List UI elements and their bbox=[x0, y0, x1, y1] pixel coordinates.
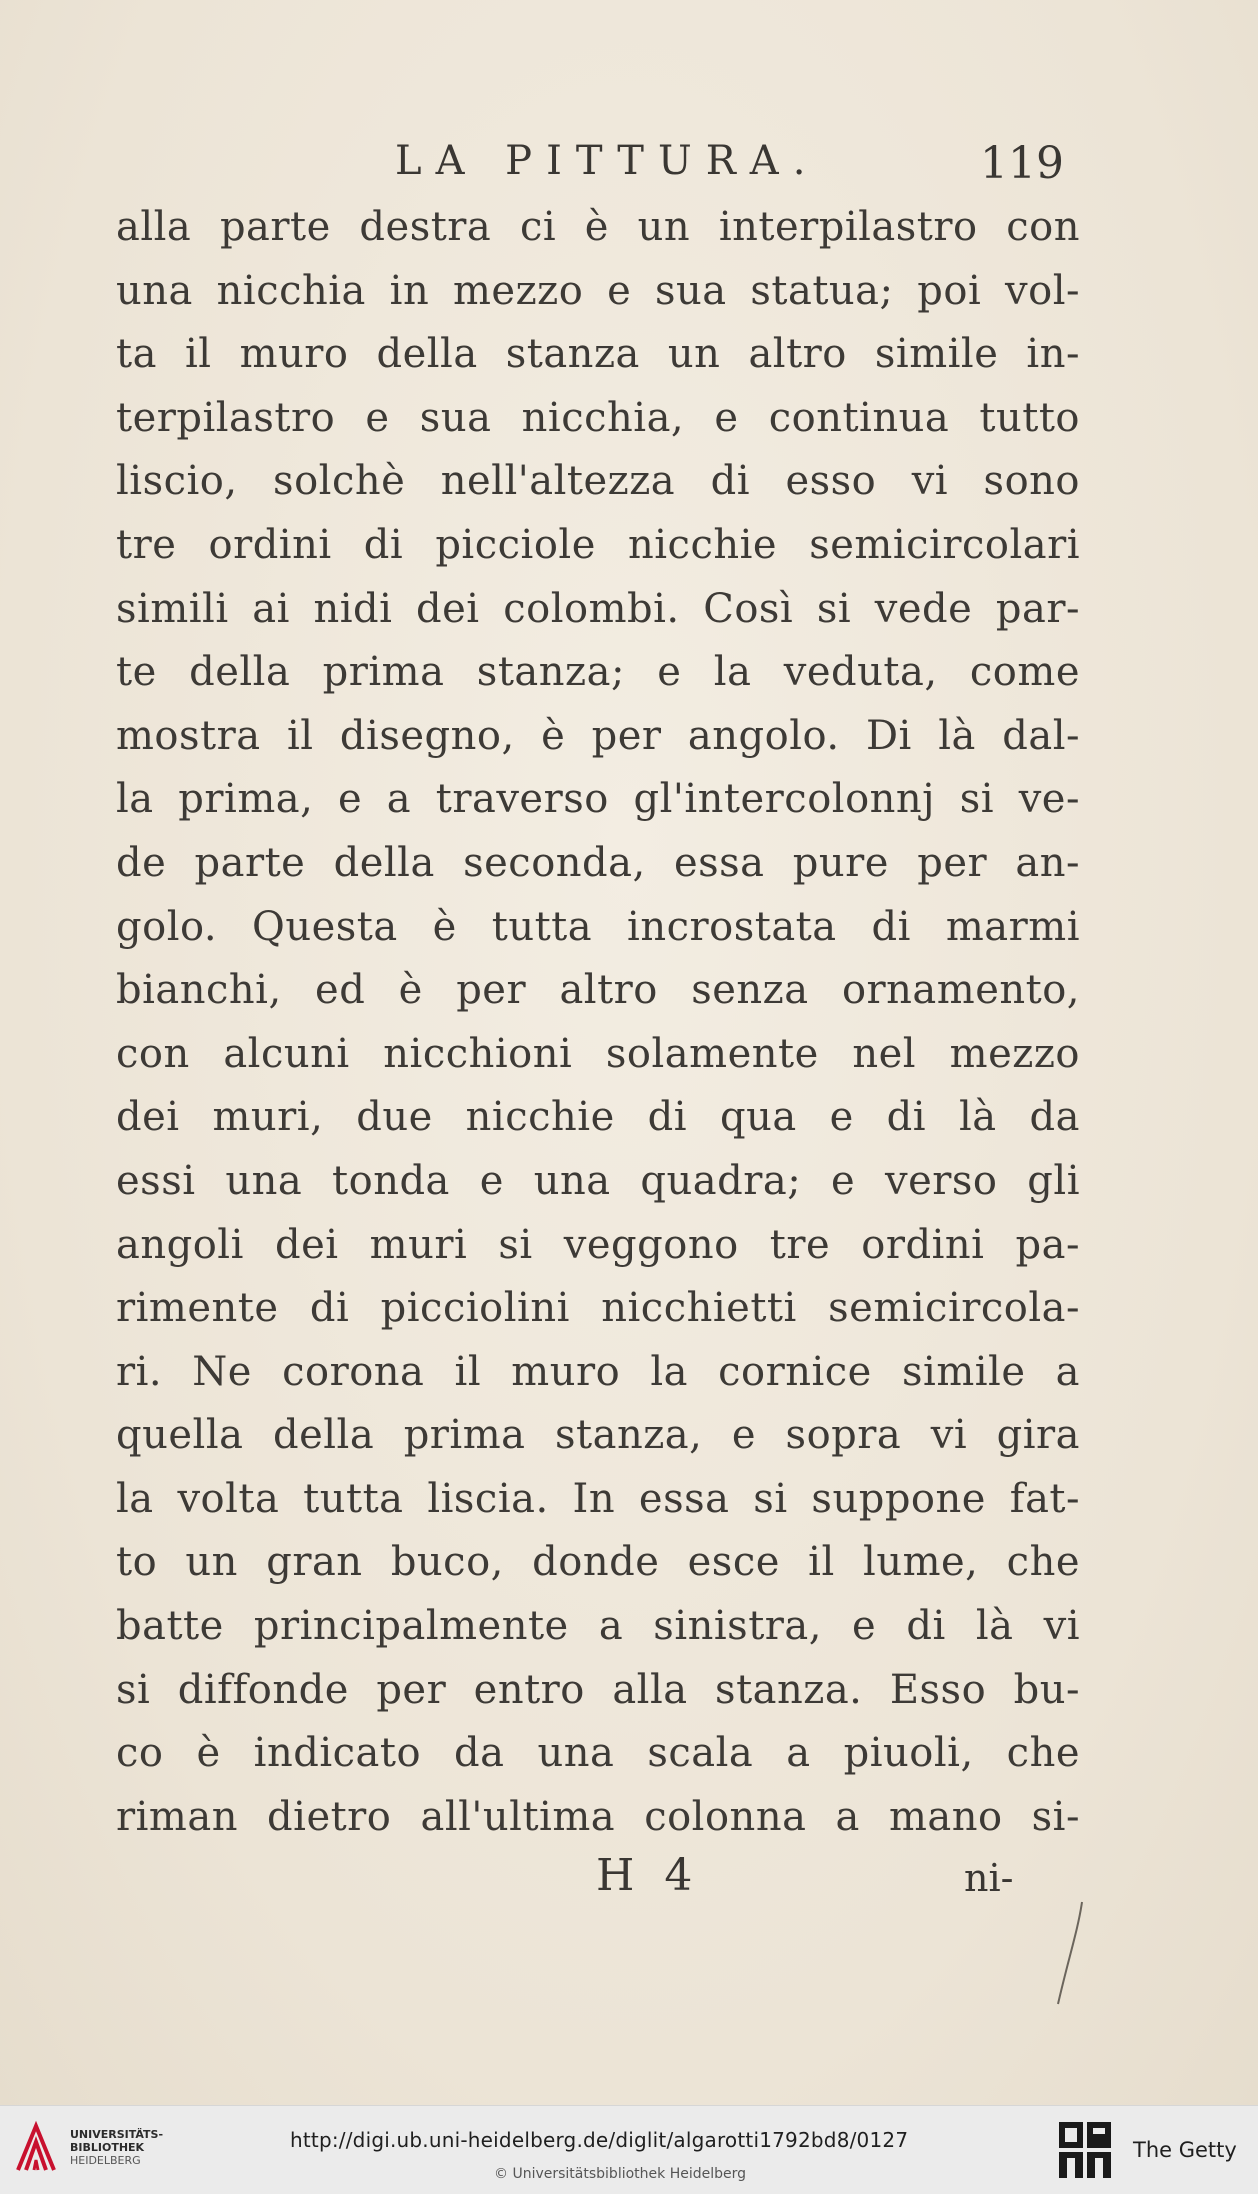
text-line: bianchi, ed è per altro senza ornamento, bbox=[116, 967, 1080, 1014]
text-line: golo. Questa è tutta incrostata di marmi bbox=[116, 903, 1080, 950]
text-line: batte principalmente a sinistra, e di là vi bbox=[116, 1603, 1080, 1650]
text-line: ta il muro della stanza un altro simile in- bbox=[116, 331, 1080, 378]
text-line: terpilastro e sua nicchia, e continua tutto bbox=[116, 394, 1080, 441]
text-line: to un gran buco, donde esce il lume, che bbox=[116, 1539, 1080, 1586]
text-line: la volta tutta liscia. In essa si suppone fat- bbox=[116, 1475, 1080, 1522]
text-line: una nicchia in mezzo e sua statua; poi vol- bbox=[116, 267, 1080, 314]
copyright-notice: © Universitätsbibliothek Heidelberg bbox=[494, 2166, 747, 2182]
page-number: 119 bbox=[980, 138, 1064, 189]
text-line: rimente di picciolini nicchietti semicircola- bbox=[116, 1285, 1080, 1332]
text-line: angoli dei muri si veggono tre ordini pa- bbox=[116, 1221, 1080, 1268]
text-line: tre ordini di picciole nicchie semicircolari bbox=[116, 521, 1080, 568]
running-head-title: LA PITTURA. bbox=[395, 138, 820, 184]
getty-logo-icon[interactable] bbox=[1057, 2120, 1113, 2180]
running-head bbox=[0, 138, 1258, 198]
text-line: essi una tonda e una quadra; e verso gli bbox=[116, 1157, 1080, 1204]
body-text bbox=[116, 196, 1080, 1849]
text-line: liscio, solchè nell'altezza di esso vi sono bbox=[116, 458, 1080, 505]
text-line: si diffonde per entro alla stanza. Esso bu- bbox=[116, 1666, 1080, 1713]
text-line: con alcuni nicchioni solamente nel mezzo bbox=[116, 1030, 1080, 1077]
viewer-footer bbox=[0, 2105, 1258, 2194]
library-name bbox=[70, 2128, 163, 2167]
partner-name: The Getty bbox=[1133, 2138, 1237, 2162]
heidelberg-ub-logo-icon[interactable] bbox=[12, 2120, 60, 2176]
library-name-line: UNIVERSITÄTS- bbox=[70, 2128, 164, 2141]
text-line: te della prima stanza; e la veduta, come bbox=[116, 649, 1080, 696]
catchword: ni- bbox=[964, 1856, 1014, 1900]
library-name-line: HEIDELBERG bbox=[70, 2154, 141, 2167]
text-line: de parte della seconda, essa pure per an- bbox=[116, 839, 1080, 886]
text-line: co è indicato da una scala a piuoli, che bbox=[116, 1730, 1080, 1777]
library-name-line: BIBLIOTHEK bbox=[70, 2141, 145, 2154]
text-line: alla parte destra ci è un interpilastro con bbox=[116, 204, 1080, 250]
signature-mark: H 4 bbox=[596, 1850, 701, 1901]
text-line: mostra il disegno, è per angolo. Di là dal- bbox=[116, 712, 1080, 759]
text-line: ri. Ne corona il muro la cornice simile a bbox=[116, 1348, 1080, 1395]
text-line: simili ai nidi dei colombi. Così si vede par- bbox=[116, 585, 1080, 632]
text-line: riman dietro all'ultima colonna a mano si- bbox=[116, 1793, 1080, 1840]
pencil-mark bbox=[1050, 1900, 1090, 2010]
text-line: dei muri, due nicchie di qua e di là da bbox=[116, 1094, 1080, 1141]
permalink-url[interactable]: http://digi.ub.uni-heidelberg.de/diglit/algarotti1792bd8/0127 bbox=[290, 2128, 909, 2152]
text-line: quella della prima stanza, e sopra vi gira bbox=[116, 1412, 1080, 1459]
text-line: la prima, e a traverso gl'intercolonnj si ve- bbox=[116, 776, 1080, 823]
